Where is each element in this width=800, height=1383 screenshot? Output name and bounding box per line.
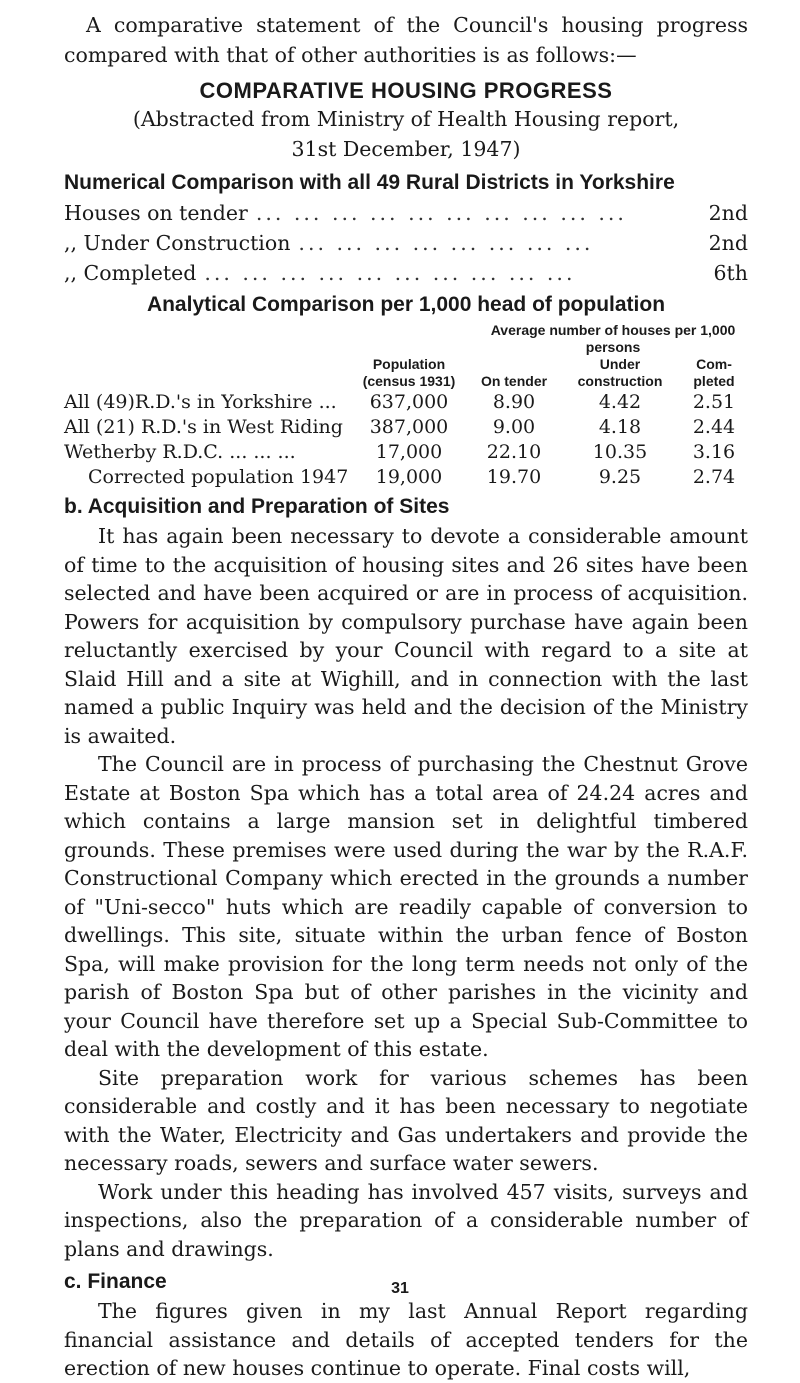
- table-row: [64, 465, 748, 490]
- numerical-row: [64, 198, 748, 228]
- document-title: COMPARATIVE HOUSING PROGRESS: [199, 78, 613, 103]
- section-b-paragraph: Site preparation work for various schemes has been considerable and costly and it has been necessary to negotiate with the Water, Electricity and Gas undertakers and provide the necessary roads, sewers and surface water sewers.: [64, 1065, 748, 1175]
- tender-cell: 22.10: [486, 441, 542, 463]
- numerical-rank: 6th: [713, 261, 748, 285]
- group-header: Average number of houses per 1,000 persons: [490, 322, 736, 355]
- completed-cell: 2.74: [692, 466, 736, 488]
- table-row: [64, 415, 748, 440]
- leader-dots: ... ... ... ... ... ... ... ... ... ...: [255, 201, 627, 225]
- under-construction-cell: 10.35: [592, 441, 648, 463]
- completed-cell: 2.44: [692, 416, 736, 438]
- under-construction-cell: 9.25: [598, 466, 642, 488]
- table-row: [64, 440, 748, 465]
- column-header-under-construction: Under construction: [577, 356, 663, 389]
- tender-cell: 9.00: [492, 416, 536, 438]
- section-c-paragraph: The figures given in my last Annual Report regarding financial assistance and details of accepted tenders for the erection of new houses continue to operate. Final costs will,: [64, 1299, 748, 1380]
- row-label: Wetherby R.D.C. ... ... ...: [64, 441, 296, 463]
- numerical-label: Houses on tender: [64, 201, 248, 225]
- column-header-population: Population (census 1931): [362, 356, 456, 389]
- completed-cell: 3.16: [692, 441, 736, 463]
- numerical-label: ,, Completed: [64, 261, 197, 285]
- row-label: Corrected population 1947: [88, 466, 349, 488]
- section-b-heading: b. Acquisition and Preparation of Sites: [64, 495, 450, 518]
- numerical-rank: 2nd: [708, 201, 748, 225]
- numerical-list: [64, 198, 748, 288]
- section-b-paragraph: It has again been necessary to devote a considerable amount of time to the acquisition of housing sites and 26 sites have been selected and have been acquired or are in process of acquisition. Powers for acquisition by compulsory purchase have again been reluctantly exercised by your Council with regard to a site at Slaid Hill and a site at Wighill, and in connection with the last named a public Inquiry was held and the decision of the Ministry is awaited.: [64, 524, 748, 748]
- under-construction-cell: 4.42: [598, 391, 642, 413]
- numerical-label: ,, Under Construction: [64, 231, 291, 255]
- completed-cell: 2.51: [692, 391, 736, 413]
- section-b-paragraph: The Council are in process of purchasing the Chestnut Grove Estate at Boston Spa which has a total area of 24.24 acres and which contains a large mansion set in delightful timbered grounds. These premises were used during the war by the R.A.F. Constructional Company which erected in the grounds a number of "Uni-secco" huts which are readily capable of conversion to dwellings. This site, situate within the urban fence of Boston Spa, will make provision for the long term needs not only of the parish of Boston Spa but of other parishes in the vicinity and your Council have therefore set up a Special Sub-Committee to deal with the development of this estate.: [64, 752, 748, 1061]
- numerical-rank: 2nd: [708, 231, 748, 255]
- row-label: All (49)R.D.'s in Yorkshire ...: [64, 391, 337, 413]
- intro-paragraph: A comparative statement of the Council's housing progress compared with that of other authorities is as follows:—: [64, 13, 748, 67]
- analytical-table: [64, 322, 748, 490]
- population-cell: 17,000: [375, 441, 443, 463]
- population-cell: 637,000: [369, 391, 449, 413]
- subtitle-line-2: 31st December, 1947): [291, 137, 521, 161]
- population-cell: 19,000: [375, 466, 443, 488]
- column-header-completed: Com- pleted: [693, 356, 735, 389]
- numerical-row: [64, 228, 748, 258]
- subtitle-line-1: (Abstracted from Ministry of Health Housing report,: [132, 107, 680, 131]
- population-cell: 387,000: [369, 416, 449, 438]
- numerical-row: [64, 258, 748, 288]
- analytical-heading: Analytical Comparison per 1,000 head of population: [146, 293, 666, 316]
- table-row: [64, 390, 748, 415]
- leader-dots: ... ... ... ... ... ... ... ...: [298, 231, 594, 255]
- leader-dots: ... ... ... ... ... ... ... ... ... ...: [204, 261, 576, 285]
- page-number: 31: [391, 1280, 409, 1297]
- under-construction-cell: 4.18: [598, 416, 642, 438]
- tender-cell: 8.90: [492, 391, 536, 413]
- section-c-heading: c. Finance: [64, 1270, 167, 1293]
- tender-cell: 19.70: [486, 466, 542, 488]
- numerical-heading: Numerical Comparison with all 49 Rural Districts in Yorkshire: [64, 171, 675, 194]
- column-header-tender: On tender: [480, 373, 548, 389]
- row-label: All (21) R.D.'s in West Riding: [64, 416, 343, 438]
- section-b-paragraph: Work under this heading has involved 457 visits, surveys and inspections, also the preparation of a considerable number of plans and drawings.: [64, 1179, 748, 1261]
